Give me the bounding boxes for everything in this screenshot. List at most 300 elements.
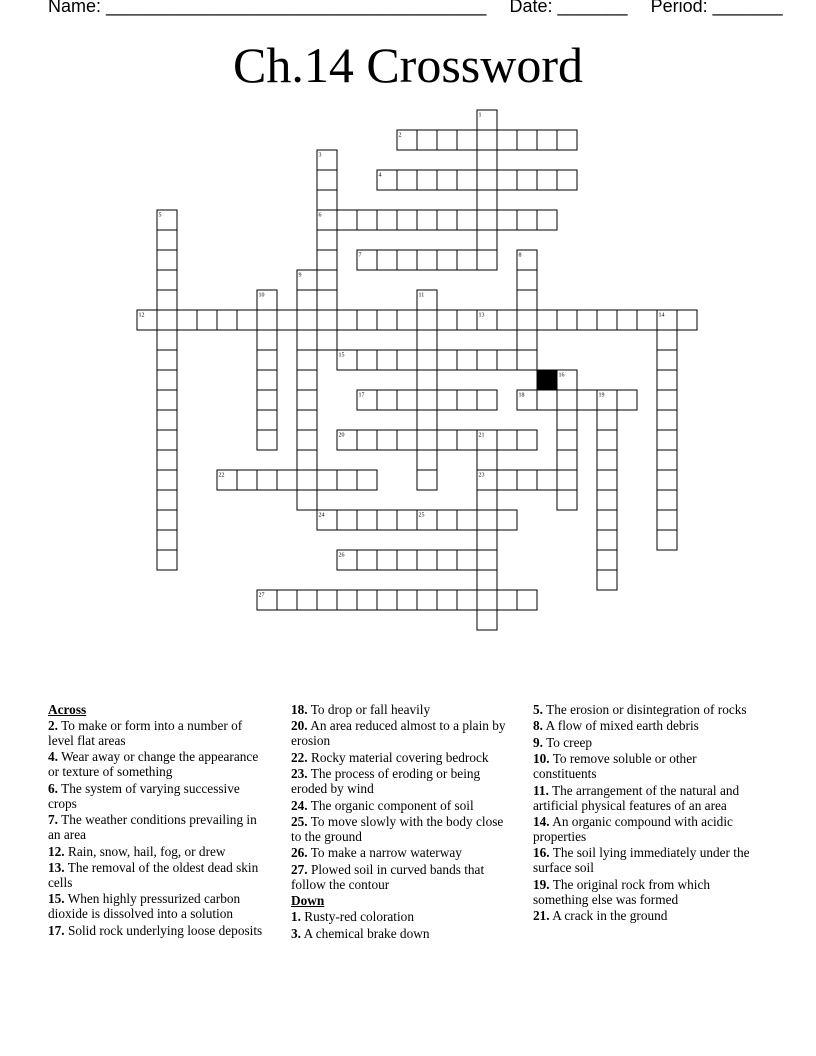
- clue-text: Solid rock underlying loose deposits: [64, 922, 263, 938]
- crossword-cell[interactable]: [437, 510, 457, 530]
- down-heading: Down: [291, 893, 325, 909]
- cell-number: 16: [558, 372, 565, 379]
- clue-item: [48, 844, 268, 859]
- clue-item: [291, 798, 511, 813]
- clue-number: 6.: [48, 780, 58, 796]
- cell-number: 10: [258, 292, 265, 299]
- clue-text: An area reduced almost to a plain by erosion: [291, 718, 506, 749]
- crossword-cell[interactable]: [377, 510, 397, 530]
- clue-text: Rain, snow, hail, fog, or drew: [64, 843, 226, 859]
- crossword-cell[interactable]: [337, 310, 357, 330]
- page-title: Ch.14 Crossword: [232, 37, 584, 93]
- clue-number: 19.: [533, 876, 550, 892]
- crossword-cell[interactable]: [357, 310, 377, 330]
- crossword-cell[interactable]: [457, 250, 477, 270]
- crossword-cell[interactable]: [417, 410, 437, 430]
- crossword-cell[interactable]: [497, 510, 517, 530]
- clue-text: To creep: [542, 734, 593, 750]
- crossword-cell[interactable]: [397, 310, 417, 330]
- crossword-cell[interactable]: [477, 150, 497, 170]
- crossword-cell[interactable]: [657, 490, 677, 510]
- clue-text: A flow of mixed earth debris: [542, 718, 699, 734]
- crossword-cell[interactable]: [637, 310, 657, 330]
- crossword-cell[interactable]: [597, 430, 617, 450]
- clue-number: 13.: [48, 859, 65, 875]
- crossword-cell[interactable]: [477, 510, 497, 530]
- crossword-cell[interactable]: [317, 230, 337, 250]
- crossword-cell[interactable]: [437, 430, 457, 450]
- clue-number: 15.: [48, 891, 65, 907]
- crossword-cell[interactable]: [157, 350, 177, 370]
- crossword-cell[interactable]: [157, 550, 177, 570]
- crossword-cell[interactable]: [517, 430, 537, 450]
- crossword-cell[interactable]: [397, 210, 417, 230]
- clue-item: [291, 814, 511, 844]
- clue-item: [48, 923, 268, 938]
- clue-text: To move slowly with the body close to the ground: [291, 813, 504, 844]
- clue-number: 10.: [533, 751, 550, 767]
- crossword-cell[interactable]: [397, 390, 417, 410]
- crossword-cell[interactable]: [537, 470, 557, 490]
- crossword-cell[interactable]: [257, 470, 277, 490]
- crossword-cell[interactable]: [397, 250, 417, 270]
- crossword-cell[interactable]: [297, 410, 317, 430]
- crossword-cell[interactable]: [477, 530, 497, 550]
- clue-number: 9.: [533, 734, 543, 750]
- crossword-cell[interactable]: [557, 390, 577, 410]
- crossword-cell[interactable]: [157, 450, 177, 470]
- crossword-cell[interactable]: [557, 450, 577, 470]
- clue-number: 16.: [533, 845, 550, 861]
- cell-number: 19: [598, 392, 605, 399]
- crossword-cell[interactable]: [597, 470, 617, 490]
- crossword-cell[interactable]: [317, 270, 337, 290]
- crossword-cell[interactable]: [477, 350, 497, 370]
- crossword-cell[interactable]: [277, 590, 297, 610]
- clue-item: [48, 718, 268, 748]
- crossword-cell[interactable]: [437, 210, 457, 230]
- crossword-cell[interactable]: [357, 430, 377, 450]
- crossword-cell[interactable]: [217, 310, 237, 330]
- crossword-cell[interactable]: [497, 430, 517, 450]
- crossword-cell[interactable]: [157, 310, 177, 330]
- clue-number: 14.: [533, 813, 550, 829]
- crossword-cell[interactable]: [337, 590, 357, 610]
- crossword-cell[interactable]: [157, 490, 177, 510]
- crossword-cell[interactable]: [537, 130, 557, 150]
- crossword-cell[interactable]: [417, 550, 437, 570]
- clue-number: 11.: [533, 782, 549, 798]
- clue-number: 27.: [291, 861, 308, 877]
- crossword-cell[interactable]: [437, 550, 457, 570]
- crossword-cell[interactable]: [597, 490, 617, 510]
- crossword-cell[interactable]: [557, 310, 577, 330]
- crossword-cell[interactable]: [657, 530, 677, 550]
- crossword-cell[interactable]: [657, 390, 677, 410]
- clue-number: 24.: [291, 797, 308, 813]
- crossword-cell[interactable]: [337, 210, 357, 230]
- cell-number: 2: [398, 132, 402, 139]
- crossword-cell[interactable]: [617, 310, 637, 330]
- clue-item: [48, 860, 268, 890]
- period-field[interactable]: Period: _______: [650, 0, 783, 16]
- cell-number: 27: [258, 592, 265, 599]
- crossword-cell[interactable]: [377, 430, 397, 450]
- crossword-cell[interactable]: [417, 450, 437, 470]
- cell-number: 1: [478, 112, 482, 119]
- crossword-cell[interactable]: [657, 510, 677, 530]
- clue-number: 5.: [533, 702, 543, 717]
- clue-number: 3.: [291, 925, 301, 941]
- crossword-cell[interactable]: [477, 590, 497, 610]
- crossword-cell[interactable]: [497, 470, 517, 490]
- crossword-cell[interactable]: [157, 430, 177, 450]
- crossword-cell[interactable]: [297, 310, 317, 330]
- crossword-cell[interactable]: [557, 430, 577, 450]
- clue-column-3: [533, 702, 759, 925]
- clue-item: [48, 781, 268, 811]
- clue-item: [291, 718, 511, 748]
- crossword-cell[interactable]: [377, 310, 397, 330]
- crossword-cell[interactable]: [317, 330, 337, 350]
- clue-item: [291, 926, 511, 941]
- crossword-cell[interactable]: [517, 130, 537, 150]
- crossword-cell[interactable]: [577, 310, 597, 330]
- clue-item: [48, 891, 268, 921]
- crossword-cell[interactable]: [157, 530, 177, 550]
- crossword-cell[interactable]: [417, 330, 437, 350]
- crossword-cell[interactable]: [377, 390, 397, 410]
- crossword-cell[interactable]: [477, 450, 497, 470]
- crossword-black-cell: [537, 370, 557, 390]
- crossword-cell[interactable]: [157, 370, 177, 390]
- clue-item: [533, 845, 759, 875]
- crossword-cell[interactable]: [437, 590, 457, 610]
- crossword-cell[interactable]: [257, 430, 277, 450]
- crossword-cell[interactable]: [257, 390, 277, 410]
- crossword-cell[interactable]: [517, 290, 537, 310]
- date-field[interactable]: Date: _______: [509, 0, 628, 16]
- crossword-cell[interactable]: [457, 310, 477, 330]
- crossword-cell[interactable]: [377, 250, 397, 270]
- crossword-cell[interactable]: [557, 410, 577, 430]
- crossword-cell[interactable]: [417, 310, 437, 330]
- crossword-cell[interactable]: [497, 350, 517, 370]
- cell-number: 6: [318, 212, 322, 219]
- crossword-cell[interactable]: [317, 290, 337, 310]
- crossword-cell[interactable]: [257, 310, 277, 330]
- clue-text: A crack in the ground: [549, 908, 668, 924]
- crossword-cell[interactable]: [457, 430, 477, 450]
- crossword-cell[interactable]: [397, 510, 417, 530]
- crossword-cell[interactable]: [317, 590, 337, 610]
- cell-number: 21: [478, 432, 485, 439]
- crossword-cell[interactable]: [177, 310, 197, 330]
- crossword-cell[interactable]: [517, 470, 537, 490]
- clue-text: Rocky material covering bedrock: [307, 749, 489, 765]
- crossword-cell[interactable]: [417, 210, 437, 230]
- cell-number: 15: [338, 352, 345, 359]
- cell-number: 13: [478, 312, 485, 319]
- crossword-cell[interactable]: [417, 350, 437, 370]
- crossword-cell[interactable]: [157, 250, 177, 270]
- clue-item: [533, 814, 759, 844]
- cell-number: 18: [518, 392, 525, 399]
- clue-item: [291, 845, 511, 860]
- clue-number: 17.: [48, 922, 65, 938]
- cell-number: 4: [378, 172, 382, 179]
- crossword-cell[interactable]: [477, 190, 497, 210]
- crossword-cell[interactable]: [257, 370, 277, 390]
- crossword-cell[interactable]: [397, 590, 417, 610]
- crossword-cell[interactable]: [577, 390, 597, 410]
- crossword-cell[interactable]: [557, 170, 577, 190]
- crossword-cell[interactable]: [417, 170, 437, 190]
- clue-text: The weather conditions prevailing in an area: [48, 812, 257, 843]
- crossword-cell[interactable]: [157, 270, 177, 290]
- clue-text: The arrangement of the natural and artificial physical features of an area: [533, 782, 740, 813]
- name-field[interactable]: Name: ______________________________________: [48, 0, 487, 16]
- crossword-cell[interactable]: [597, 530, 617, 550]
- crossword-cell[interactable]: [157, 390, 177, 410]
- crossword-cell[interactable]: [157, 330, 177, 350]
- crossword-cell[interactable]: [437, 350, 457, 370]
- crossword-cell[interactable]: [337, 470, 357, 490]
- clue-item: [291, 909, 511, 924]
- crossword-cell[interactable]: [297, 430, 317, 450]
- clue-text: The erosion or disintegration of rocks: [542, 702, 747, 717]
- crossword-cell[interactable]: [297, 390, 317, 410]
- cell-number: 11: [418, 292, 425, 299]
- crossword-cell[interactable]: [297, 290, 317, 310]
- crossword-cell[interactable]: [457, 350, 477, 370]
- crossword-cell[interactable]: [517, 270, 537, 290]
- crossword-cell[interactable]: [277, 470, 297, 490]
- crossword-cell[interactable]: [397, 170, 417, 190]
- crossword-cell[interactable]: [357, 210, 377, 230]
- crossword-cell[interactable]: [257, 410, 277, 430]
- crossword-cell[interactable]: [157, 410, 177, 430]
- clue-text: Plowed soil in curved bands that follow the contour: [291, 861, 485, 892]
- clue-text: The removal of the oldest dead skin cells: [48, 859, 259, 890]
- crossword-cell[interactable]: [317, 470, 337, 490]
- clue-text: The soil lying immediately under the surface soil: [533, 845, 750, 876]
- crossword-cell[interactable]: [657, 450, 677, 470]
- crossword-cell[interactable]: [477, 170, 497, 190]
- crossword-cell[interactable]: [297, 370, 317, 390]
- crossword-cell[interactable]: [597, 550, 617, 570]
- clue-text: The process of eroding or being eroded by wind: [291, 766, 481, 797]
- crossword-cell[interactable]: [317, 190, 337, 210]
- clue-item: [291, 766, 511, 796]
- crossword-cell[interactable]: [657, 470, 677, 490]
- crossword-cell[interactable]: [477, 130, 497, 150]
- crossword-cell[interactable]: [417, 250, 437, 270]
- crossword-cell[interactable]: [537, 310, 557, 330]
- crossword-cell[interactable]: [497, 590, 517, 610]
- cell-number: 20: [338, 432, 345, 439]
- crossword-cell[interactable]: [497, 210, 517, 230]
- crossword-cell[interactable]: [437, 170, 457, 190]
- crossword-cell[interactable]: [657, 410, 677, 430]
- crossword-cell[interactable]: [417, 390, 437, 410]
- crossword-cell[interactable]: [517, 330, 537, 350]
- crossword-cell[interactable]: [597, 570, 617, 590]
- clue-number: 26.: [291, 845, 308, 861]
- cell-number: 23: [478, 472, 485, 479]
- crossword-cell[interactable]: [337, 510, 357, 530]
- crossword-cell[interactable]: [457, 130, 477, 150]
- crossword-cell[interactable]: [657, 430, 677, 450]
- crossword-cell[interactable]: [517, 210, 537, 230]
- crossword-cell[interactable]: [417, 430, 437, 450]
- crossword-cell[interactable]: [537, 210, 557, 230]
- crossword-cell[interactable]: [317, 170, 337, 190]
- cell-number: 3: [318, 152, 322, 159]
- crossword-cell[interactable]: [457, 170, 477, 190]
- crossword-cell[interactable]: [317, 250, 337, 270]
- clue-number: 8.: [533, 718, 543, 734]
- crossword-cell[interactable]: [377, 590, 397, 610]
- crossword-cell[interactable]: [157, 230, 177, 250]
- clue-number: 1.: [291, 909, 301, 925]
- crossword-cell[interactable]: [437, 130, 457, 150]
- clue-item: [533, 751, 759, 781]
- crossword-cell[interactable]: [377, 350, 397, 370]
- crossword-cell[interactable]: [517, 310, 537, 330]
- clue-item: [533, 718, 759, 733]
- clue-item: [291, 862, 511, 892]
- crossword-cell[interactable]: [477, 230, 497, 250]
- crossword-cell[interactable]: [657, 350, 677, 370]
- clue-number: 20.: [291, 718, 308, 734]
- cell-number: 24: [318, 512, 325, 519]
- cell-number: 14: [658, 312, 665, 319]
- cell-number: 8: [518, 252, 522, 259]
- crossword-cell[interactable]: [297, 490, 317, 510]
- crossword-cell[interactable]: [597, 510, 617, 530]
- crossword-cell[interactable]: [377, 550, 397, 570]
- clue-text: The original rock from which something else was formed: [533, 876, 711, 907]
- crossword-cell[interactable]: [477, 490, 497, 510]
- crossword-cell[interactable]: [557, 470, 577, 490]
- crossword-cell[interactable]: [557, 130, 577, 150]
- crossword-cell[interactable]: [477, 210, 497, 230]
- crossword-cell[interactable]: [397, 430, 417, 450]
- crossword-cell[interactable]: [297, 450, 317, 470]
- crossword-cell[interactable]: [477, 250, 497, 270]
- crossword-cell[interactable]: [297, 590, 317, 610]
- crossword-cell[interactable]: [257, 330, 277, 350]
- crossword-cell[interactable]: [437, 310, 457, 330]
- crossword-cell[interactable]: [357, 350, 377, 370]
- clue-number: 2.: [48, 718, 58, 733]
- clue-text: To drop or fall heavily: [307, 702, 431, 717]
- clue-number: 21.: [533, 908, 550, 924]
- crossword-cell[interactable]: [257, 350, 277, 370]
- clue-item: [48, 749, 268, 779]
- crossword-cell[interactable]: [477, 390, 497, 410]
- crossword-cell[interactable]: [157, 470, 177, 490]
- crossword-cell[interactable]: [617, 390, 637, 410]
- clue-number: 23.: [291, 766, 308, 782]
- crossword-cell[interactable]: [237, 470, 257, 490]
- across-heading: Across: [48, 702, 87, 717]
- crossword-cell[interactable]: [537, 390, 557, 410]
- crossword-cell[interactable]: [517, 590, 537, 610]
- clue-text: To make or form into a number of level flat areas: [48, 718, 243, 748]
- crossword-cell[interactable]: [677, 310, 697, 330]
- crossword-cell[interactable]: [597, 310, 617, 330]
- crossword-cell[interactable]: [497, 130, 517, 150]
- crossword-cell[interactable]: [357, 510, 377, 530]
- crossword-cell[interactable]: [497, 170, 517, 190]
- crossword-cell[interactable]: [397, 350, 417, 370]
- clue-text: Wear away or change the appearance or texture of something: [48, 749, 259, 780]
- crossword-cell[interactable]: [597, 450, 617, 470]
- crossword-cell[interactable]: [457, 550, 477, 570]
- crossword-cell[interactable]: [297, 470, 317, 490]
- crossword-cell[interactable]: [437, 250, 457, 270]
- clue-text: To remove soluble or other constituents: [533, 751, 697, 782]
- crossword-cell[interactable]: [397, 550, 417, 570]
- crossword-cell[interactable]: [297, 330, 317, 350]
- crossword-cell[interactable]: [517, 170, 537, 190]
- crossword-cell[interactable]: [457, 590, 477, 610]
- crossword-cell[interactable]: [277, 310, 297, 330]
- clue-item: [291, 750, 511, 765]
- crossword-cell[interactable]: [357, 470, 377, 490]
- crossword-cell[interactable]: [357, 590, 377, 610]
- crossword-cell[interactable]: [157, 290, 177, 310]
- crossword-cell[interactable]: [317, 310, 337, 330]
- crossword-cell[interactable]: [557, 490, 577, 510]
- crossword-cell[interactable]: [497, 310, 517, 330]
- clue-text: An organic compound with acidic properties: [533, 813, 733, 844]
- crossword-cell[interactable]: [297, 350, 317, 370]
- crossword-cell[interactable]: [597, 410, 617, 430]
- crossword-cell[interactable]: [537, 170, 557, 190]
- clue-item: [48, 812, 268, 842]
- crossword-cell[interactable]: [377, 210, 397, 230]
- crossword-cell[interactable]: [417, 590, 437, 610]
- crossword-cell[interactable]: [197, 310, 217, 330]
- crossword-cell[interactable]: [457, 390, 477, 410]
- crossword-cell[interactable]: [457, 510, 477, 530]
- clue-number: 25.: [291, 813, 308, 829]
- crossword-cell[interactable]: [477, 570, 497, 590]
- crossword-cell[interactable]: [437, 390, 457, 410]
- crossword-cell[interactable]: [517, 350, 537, 370]
- clue-number: 18.: [291, 702, 308, 717]
- crossword-cell[interactable]: [157, 510, 177, 530]
- crossword-cell[interactable]: [657, 370, 677, 390]
- cell-number: 7: [358, 252, 362, 259]
- crossword-cell[interactable]: [417, 130, 437, 150]
- crossword-cell[interactable]: [457, 210, 477, 230]
- cell-number: 25: [418, 512, 425, 519]
- crossword-cell[interactable]: [657, 330, 677, 350]
- crossword-cell[interactable]: [357, 550, 377, 570]
- clue-item: [533, 783, 759, 813]
- crossword-cell[interactable]: [477, 550, 497, 570]
- crossword-cell[interactable]: [477, 610, 497, 630]
- crossword-cell[interactable]: [237, 310, 257, 330]
- clue-text: The system of varying successive crops: [48, 780, 240, 811]
- crossword-cell[interactable]: [417, 470, 437, 490]
- cell-number: 12: [138, 312, 145, 319]
- crossword-cell[interactable]: [417, 370, 437, 390]
